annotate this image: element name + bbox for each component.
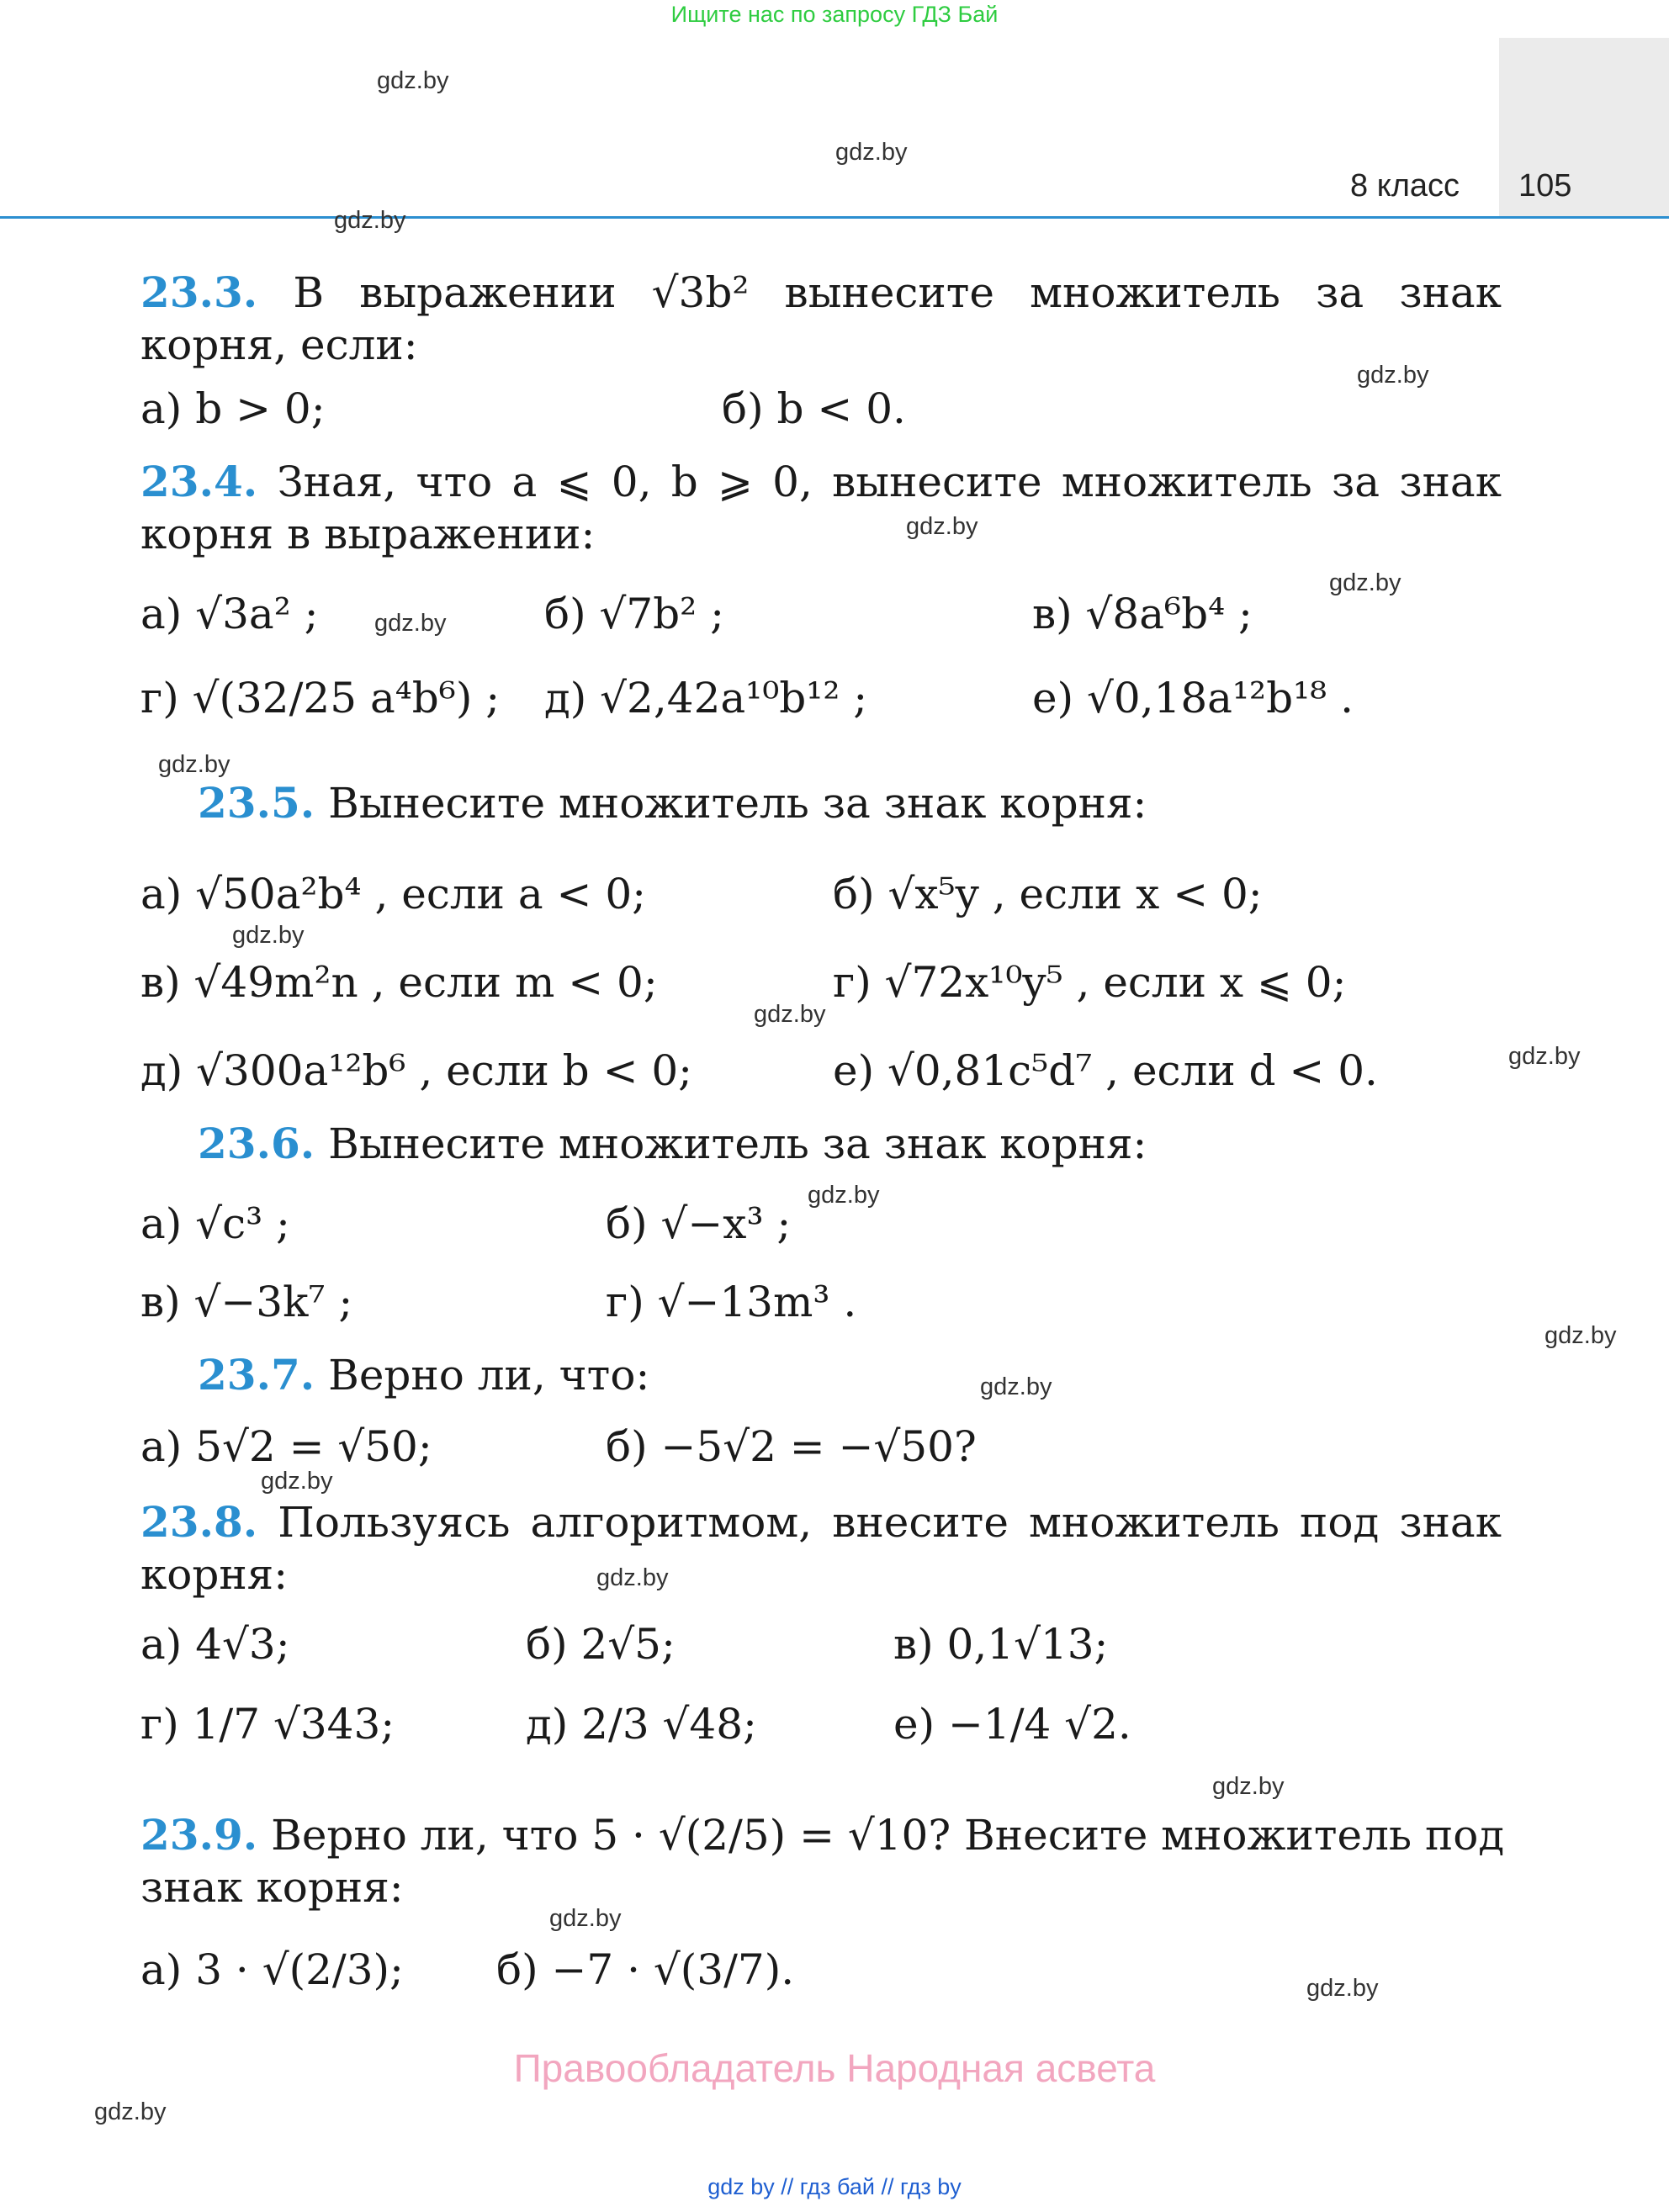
watermark: gdz.by: [374, 610, 447, 637]
exercise-item: д) 2/3 √48;: [526, 1700, 757, 1749]
watermark: gdz.by: [232, 922, 305, 949]
math-expression: √3b²: [651, 268, 750, 317]
problem-number: 23.6.: [198, 1119, 315, 1168]
problem-text: корня, если:: [140, 320, 418, 369]
watermark: gdz.by: [906, 513, 978, 540]
exercise-item: б) √7b² ;: [544, 590, 724, 638]
watermark: gdz.by: [94, 2098, 167, 2125]
watermark: gdz.by: [549, 1905, 622, 1932]
problem-number: 23.5.: [198, 778, 315, 828]
exercise-item: г) √72x¹⁰y⁵ , если x ⩽ 0;: [833, 958, 1347, 1007]
problem-23-3-line1: [140, 267, 1502, 318]
problem-23-6-title: [198, 1119, 1147, 1169]
exercise-item: е) √0,81c⁵d⁷ , если d < 0.: [833, 1046, 1378, 1095]
exercise-item: б) b < 0.: [722, 384, 906, 433]
watermark: gdz.by: [261, 1468, 333, 1495]
problem-text: знак корня:: [140, 1863, 404, 1912]
watermark: gdz.by: [1306, 1975, 1379, 2002]
problem-text: В выражении: [293, 268, 617, 317]
problem-text: Вынесите множитель за знак корня:: [328, 779, 1147, 828]
watermark: gdz.by: [377, 67, 449, 94]
watermark: gdz.by: [158, 751, 230, 778]
exercise-item: г) √−13m³ .: [606, 1278, 857, 1326]
watermark: gdz.by: [1544, 1322, 1617, 1349]
problem-text: вынесите множитель за знак: [784, 268, 1502, 317]
grade-label: 8 класс: [1350, 168, 1460, 204]
problem-text: корня в выражении:: [140, 510, 596, 558]
exercise-item: г) √(32/25 a⁴b⁶) ;: [140, 674, 501, 722]
problem-number: 23.8.: [140, 1497, 258, 1547]
exercise-item: а) √c³ ;: [140, 1199, 290, 1248]
exercise-item: б) √x⁵y , если x < 0;: [833, 870, 1263, 918]
problem-text: Верно ли, что:: [328, 1351, 650, 1400]
watermark: gdz.by: [1508, 1043, 1581, 1070]
exercise-item: а) 4√3;: [140, 1620, 290, 1669]
exercise-item: а) 5√2 = √50;: [140, 1422, 432, 1471]
exercise-item: в) √49m²n , если m < 0;: [140, 958, 658, 1007]
exercise-item: б) 2√5;: [526, 1620, 676, 1669]
watermark: gdz.by: [334, 207, 406, 234]
watermark: gdz.by: [754, 1001, 826, 1028]
exercise-item: е) −1/4 √2.: [893, 1700, 1131, 1749]
watermark: gdz.by: [1212, 1773, 1285, 1800]
problem-23-7-title: [198, 1350, 649, 1400]
watermark: gdz.by: [808, 1182, 880, 1209]
problem-23-4-line1: [140, 457, 1502, 507]
exercise-item: б) √−x³ ;: [606, 1199, 792, 1248]
watermark: gdz.by: [596, 1564, 669, 1591]
exercise-item: в) √−3k⁷ ;: [140, 1278, 353, 1326]
problem-number: 23.4.: [140, 457, 258, 506]
exercise-item: б) −5√2 = −√50?: [606, 1422, 977, 1471]
exercise-item: а) b > 0;: [140, 384, 326, 433]
problem-text: Вынесите множитель за знак корня:: [328, 1119, 1147, 1168]
problem-text: Пользуясь алгоритмом, внесите множитель под знак: [278, 1498, 1502, 1547]
exercise-item: г) 1/7 √343;: [140, 1700, 395, 1749]
header-rule: [0, 216, 1669, 219]
bottom-links[interactable]: gdz by // гдз бай // гдз by: [707, 2174, 962, 2199]
problem-number: 23.3.: [140, 267, 258, 317]
problem-23-9-line1: [140, 1810, 1505, 1860]
problem-23-8-line1: [140, 1497, 1502, 1548]
top-banner[interactable]: Ищите нас по запросу ГДЗ Бай: [670, 2, 999, 27]
problem-text: корня:: [140, 1550, 289, 1599]
copyright-footer: Правообладатель Народная асвета: [513, 2046, 1156, 2090]
problem-text: Зная, что a ⩽ 0, b ⩾ 0, вынесите множитель за знак: [277, 458, 1502, 506]
exercise-item: д) √300a¹²b⁶ , если b < 0;: [140, 1046, 693, 1095]
watermark: gdz.by: [835, 139, 908, 166]
exercise-item: а) √50a²b⁴ , если a < 0;: [140, 870, 647, 918]
exercise-item: д) √2,42a¹⁰b¹² ;: [544, 674, 868, 722]
exercise-item: а) 3 · √(2/3);: [140, 1945, 404, 1994]
exercise-item: в) 0,1√13;: [893, 1620, 1109, 1669]
watermark: gdz.by: [980, 1373, 1052, 1400]
exercise-item: а) √3a² ;: [140, 590, 319, 638]
problem-23-5-title: [198, 778, 1147, 828]
problem-text: Верно ли, что 5 · √(2/5) = √10? Внесите множитель под: [271, 1811, 1505, 1860]
problem-number: 23.9.: [140, 1810, 258, 1860]
problem-number: 23.7.: [198, 1350, 315, 1400]
page-number: 105: [1518, 168, 1572, 204]
watermark: gdz.by: [1357, 362, 1429, 389]
exercise-item: е) √0,18a¹²b¹⁸ .: [1032, 674, 1354, 722]
exercise-item: б) −7 · √(3/7).: [496, 1945, 795, 1994]
exercise-item: в) √8a⁶b⁴ ;: [1032, 590, 1253, 638]
watermark: gdz.by: [1329, 569, 1401, 596]
